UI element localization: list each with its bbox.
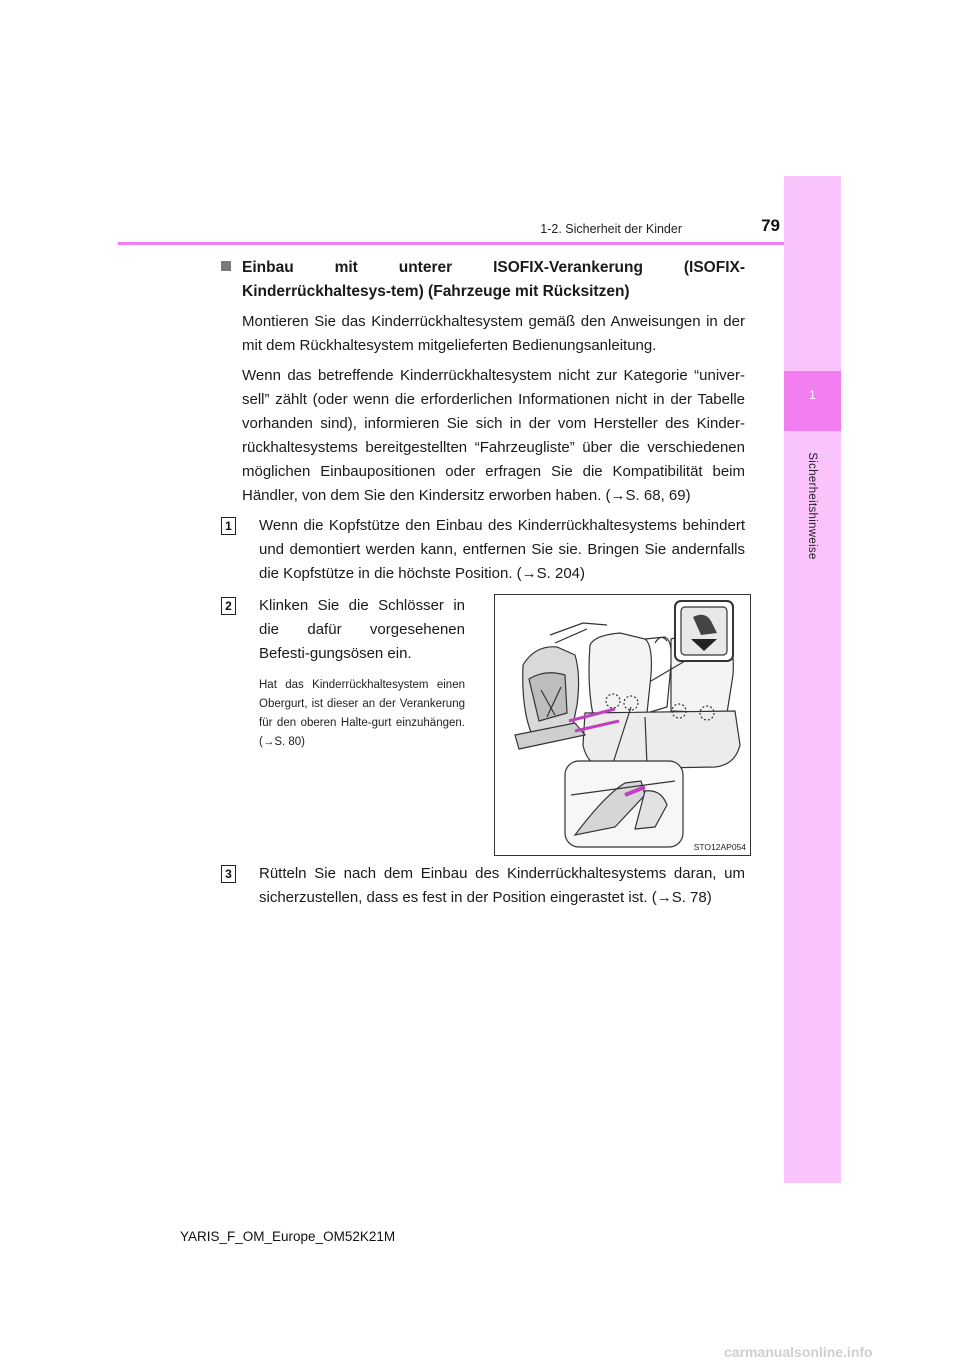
step-number-badge: 2 — [221, 597, 236, 615]
figure-code: STO12AP054 — [693, 842, 746, 852]
step-1 — [221, 514, 745, 586]
step-number-badge: 1 — [221, 517, 236, 535]
step-note: Hat das Kinderrückhaltesystem einen Obergurt, ist dieser an der Verankerung für den oberen Halte-gurt einzuhängen. (→S. 80) — [259, 679, 465, 748]
chapter-title: Sicherheitshinweise — [806, 452, 818, 560]
document-code: YARIS_F_OM_Europe_OM52K21M — [180, 1229, 396, 1244]
chapter-number: 1 — [809, 388, 816, 402]
square-bullet-icon — [221, 261, 231, 271]
section-heading: 1-2. Sicherheit der Kinder — [540, 222, 682, 236]
header-rule — [118, 242, 784, 245]
step-3 — [221, 862, 745, 910]
isofix-installation-illustration — [494, 594, 751, 856]
step-text: Rütteln Sie nach dem Einbau des Kinderrückhaltesystems daran, um sicherzustellen, dass es fest in der Position eingerastet ist. (→S. 78) — [259, 865, 745, 906]
main-content — [221, 256, 745, 910]
paragraph: Montieren Sie das Kinderrückhaltesystem gemäß den Anweisungen in der mit dem Rückhaltesystem mitgelieferten Bedienungsanleitung. — [242, 313, 745, 354]
step-2 — [221, 594, 745, 856]
step-number-badge: 3 — [221, 865, 236, 883]
paragraph: Wenn das betreffende Kinderrückhaltesystem nicht zur Kategorie “univer-sell” zählt (oder wenn die erforderlichen Informationen nicht in der Tabelle vorhanden sind), informieren Sie sich in der vom Hersteller des Kinder-rückhaltesystems bereitgestellten “Fahrzeugliste” über die verschiedenen möglichen Einbaupositionen oder erfragen Sie die Kompatibilität beim Händler, von dem Sie den Kindersitz erworben haben. (→S. 68, 69) — [242, 367, 745, 504]
step-text: Klinken Sie die Schlösser in die dafür vorgesehenen Befesti-gungsösen ein. — [259, 597, 465, 662]
child-seat-illustration — [495, 595, 750, 855]
chapter-side-tab — [784, 176, 841, 1183]
section-title: Einbau mit unterer ISOFIX-Verankerung (ISOFIX-Kinderrückhaltesys-tem) (Fahrzeuge mit Rücksitzen) — [242, 259, 745, 300]
page-number: 79 — [761, 216, 780, 235]
step-text: Wenn die Kopfstütze den Einbau des Kinderrückhaltesystems behindert und demontiert werden kann, entfernen Sie sie. Bringen Sie andernfalls die Kopfstütze in die höchste Position. (→S. 204) — [259, 517, 745, 582]
site-watermark: carmanualsonline.info — [724, 1344, 873, 1360]
section-title-row — [221, 256, 745, 304]
